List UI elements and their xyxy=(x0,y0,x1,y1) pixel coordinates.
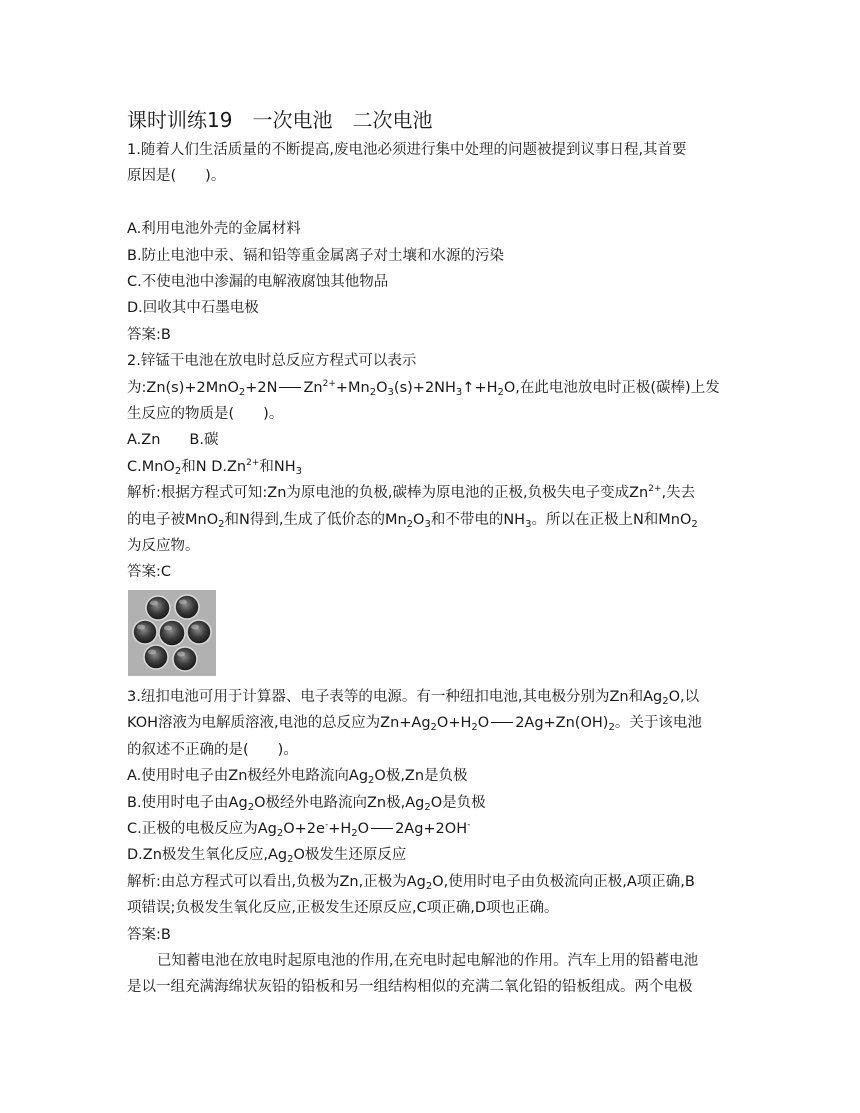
button-cell-batteries-photo xyxy=(128,590,747,680)
q1-option-b: B.防止电池中汞、镉和铅等重金属离子对土壤和水源的污染 xyxy=(127,247,505,264)
q1-option-a: A.利用电池外壳的金属材料 xyxy=(127,221,301,238)
q2-analysis-line3: 为反应物。 xyxy=(127,538,200,555)
q1-answer: 答案:B xyxy=(127,326,171,343)
q3-option-d: D.Zn极发生氧化反应$,Ag_2O$极发生还原反应 xyxy=(127,847,407,866)
q2-equation-line: 为:Zn(s)+2MnO$_2$+2N $Zn^{2+}+Mn_2O_3(s)+2NH_3↑+H_2O$,在此电池放电时正极(碳棒)上发 xyxy=(127,378,720,398)
q1-stem-line2: 原因是( )。 xyxy=(127,168,226,185)
q3-stem-line2: KOH溶液为电解质溶液,电池的总反应为$Zn+Ag_2O+H_2O$ $2Ag+Zn(OH)_2$。关于该电池 xyxy=(127,715,702,734)
q2-options-ab: A.Zn B.碳 xyxy=(127,432,219,449)
q2-analysis-line2: 的电子被MnO$_2$和N得到,生成了低价态的$Mn_2O_3$和不带电的$NH_3$。所以在正极上N和MnO$_2$ xyxy=(127,511,698,530)
passage-line2: 是以一组充满海绵状灰铅的铅板和另一组结构相似的充满二氧化铅的铅板组成。两个电极 xyxy=(127,979,693,996)
q2-answer: 答案:C xyxy=(127,564,172,581)
q3-stem-line1: 3.纽扣电池可用于计算器、电子表等的电源。有一种纽扣电池,其电极分别为Zn和$Ag_2O$,以 xyxy=(127,688,700,707)
q3-option-c: C.正极的电极反应为$Ag_2O+2e^-+H_2O$ 2Ag+2OH- xyxy=(127,819,471,839)
q2-options-cd: C.MnO$_2$和N $D.Zn^{2+}$和$NH_3$ xyxy=(127,457,302,477)
q3-stem-line3: 的叙述不正确的是( )。 xyxy=(127,741,298,758)
q3-analysis-line2: 项错误;负极发生氧化反应,正极发生还原反应,C项正确,D项也正确。 xyxy=(127,900,559,917)
worksheet-page xyxy=(127,103,747,1001)
q2-stem-line1: 2.锌锰干电池在放电时总反应方程式可以表示 xyxy=(127,353,417,370)
q2-analysis-line1: 解析:根据方程式可知:Zn为原电池的负极,碳棒为原电池的正极,负极失电子变成$Zn^{2+}$,失去 xyxy=(127,484,696,502)
q3-option-b: B.使用时电子由$Ag_2O$极经外电路流向Zn极$,Ag_2O$是负极 xyxy=(127,794,486,813)
q1-option-c: C.不使电池中渗漏的电解液腐蚀其他物品 xyxy=(127,274,389,291)
q1-option-d: D.回收其中石墨电极 xyxy=(127,300,259,317)
q3-answer: 答案:B xyxy=(127,926,171,943)
q2-stem-line3: 生反应的物质是( )。 xyxy=(127,406,284,423)
page-title: 课时训练19 一次电池 二次电池 xyxy=(127,108,433,132)
passage-line1: 已知蓄电池在放电时起原电池的作用,在充电时起电解池的作用。汽车上用的铅蓄电池 xyxy=(157,952,699,969)
q3-option-a: A.使用时电子由Zn极经外电路流向$Ag_2O$极,Zn是负极 xyxy=(127,768,468,787)
q3-analysis-line1: 解析:由总方程式可以看出,负极为Zn,正极为$Ag_2O$,使用时电子由负极流向正极,A项正确,B xyxy=(127,873,695,892)
q1-stem-line1: 1.随着人们生活质量的不断提高,废电池必须进行集中处理的问题被提到议事日程,其首要 xyxy=(127,142,687,158)
spacer xyxy=(127,190,747,216)
button-cell-batteries-image xyxy=(128,590,216,676)
